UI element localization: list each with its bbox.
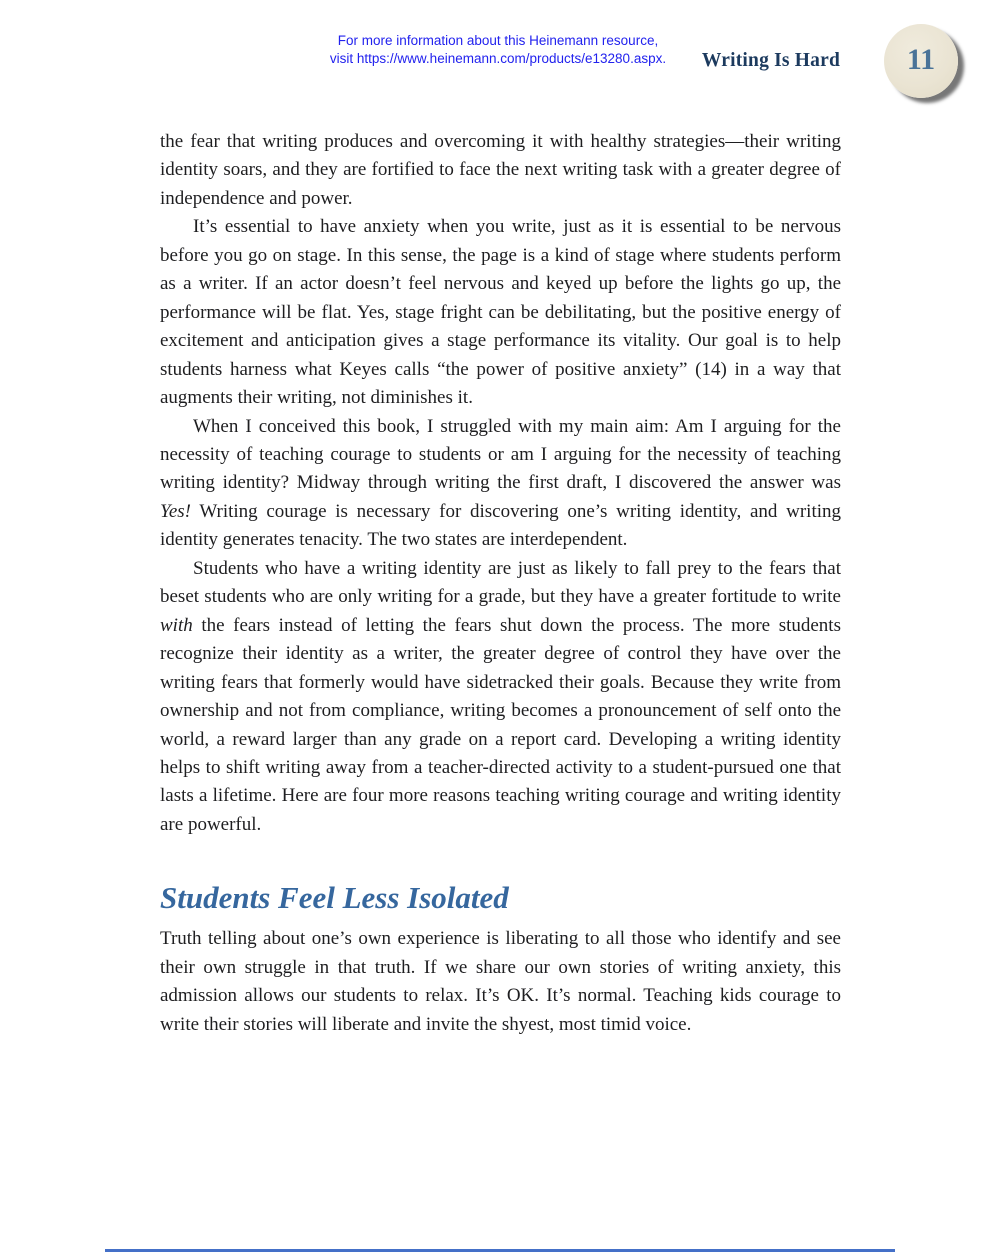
paragraph: Students who have a writing identity are just as likely to fall prey to the fears that beset students who are only writing for a grade, but they have a greater fortitude to write with the fears instead of letting the fears shut down the process. The more students recognize their identity as a writer, the greater degree of control they have over the writing fears that formerly would have sidetracked their goals. Because they write from ownership and not from compliance, writing becomes a pronouncement of self onto the world, a reward larger than any grade on a report card. Developing a writing identity helps to shift writing away from a teacher-directed activity to a student-pursued one that lasts a lifetime. Here are four more reasons teaching writing courage and writing identity are powerful. bbox=[160, 557, 841, 835]
paragraph: It’s essential to have anxiety when you write, just as it is essential to be nervous before you go on stage. In this sense, the page is a kind of stage where students perform as a writer. If an actor doesn’t feel nervous and keyed up before the lights go up, the performance will be flat. Yes, stage fright can be debilitating, but the positive energy of excitement and anticipation gives a stage performance its vitality. Our goal is to help students harness what Keyes calls “the power of positive anxiety” (14) in a way that augments their writing, not diminishes it. bbox=[160, 216, 841, 409]
running-head: Writing Is Hard bbox=[701, 50, 840, 71]
footer-rule bbox=[105, 1249, 895, 1252]
notice-line-1: For more information about this Heinemann resource, bbox=[337, 33, 659, 48]
paragraph: the fear that writing produces and overcoming it with healthy strategies—their writing identity soars, and they are fortified to face the next writing task with a greater degree of independence and power. bbox=[160, 131, 841, 209]
paragraph-group-after-heading bbox=[160, 925, 841, 1039]
paragraph: Truth telling about one’s own experience is liberating to all those who identify and see their own struggle in that truth. If we share our own stories of writing anxiety, this admission allows our students to relax. It’s OK. It’s normal. Teaching kids courage to write their stories will liberate and invite the shyest, most timid voice. bbox=[160, 928, 841, 1035]
notice-url-link[interactable]: visit https://www.heinemann.com/products/e13280.aspx. bbox=[329, 50, 667, 66]
page-number-circle bbox=[884, 24, 958, 98]
paragraph-group-before-heading bbox=[160, 128, 841, 839]
section-heading: Students Feel Less Isolated bbox=[160, 880, 509, 916]
body-text bbox=[160, 128, 841, 1039]
paragraph: When I conceived this book, I struggled with my main aim: Am I arguing for the necessity of teaching courage to students or am I arguing for the necessity of teaching writing identity? Midway through writing the first draft, I discovered the answer was Yes! Writing courage is necessary for discovering one’s writing identity, and writing identity generates tenacity. The two states are interdependent. bbox=[160, 415, 841, 551]
page-number: 11 bbox=[906, 43, 936, 76]
header-notice bbox=[248, 32, 748, 67]
